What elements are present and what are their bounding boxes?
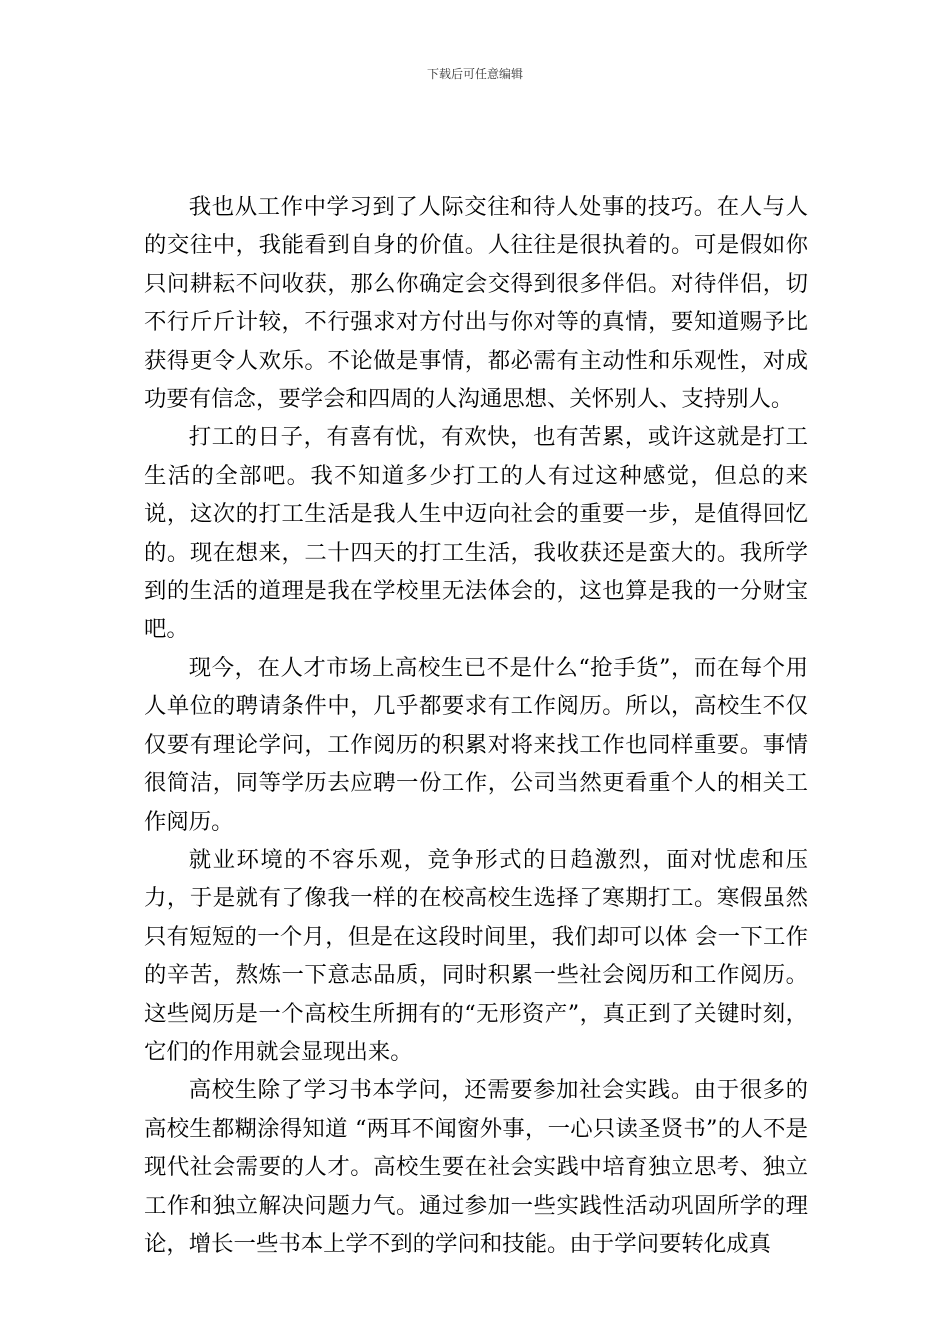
paragraph-1: 我也从工作中学习到了人际交往和待人处事的技巧。在人与人的交往中，我能看到自身的价值。人往往是很执着的。可是假如你只问耕耘不问收获，那么你确定会交得到很多伴侣。对待伴侣，切不行斤斤计较，不行强求对方付出与你对等的真情，要知道赐予比获得更令人欢乐。不论做是事情，都必需有主动性和乐观性，对成功要有信念，要学会和四周的人沟通思想、关怀别人、支持别人。: [144, 194, 808, 413]
paragraph-5: 高校生除了学习书本学问，还需要参加社会实践。由于很多的高校生都糊涂得知道 “两耳不闻窗外事，一心只读圣贤书”的人不是现代社会需要的人才。高校生要在社会实践中培育独立思考、独立工作和独立解决问题力气。通过参加一些实践性活动巩固所学的理论，增长一些书本上学不到的学问和技能。由于学问要转化成真: [144, 1077, 808, 1257]
paragraph-4: 就业环境的不容乐观，竞争形式的日趋激烈，面对忧虑和压力，于是就有了像我一样的在校高校生选择了寒期打工。寒假虽然只有短短的一个月，但是在这段时间里，我们却可以体 会一下工作的辛苦，熬炼一下意志品质，同时积累一些社会阅历和工作阅历。这些阅历是一个高校生所拥有的“无形资产”，真正到了关键时刻，它们的作用就会显现出来。: [144, 846, 808, 1065]
document-body: [144, 188, 808, 1263]
paragraph-2: 打工的日子，有喜有忧，有欢快，也有苦累，或许这就是打工生活的全部吧。我不知道多少打工的人有过这种感觉，但总的来说，这次的打工生活是我人生中迈向社会的重要一步，是值得回忆的。现在想来，二十四天的打工生活，我收获还是蛮大的。我所学到的生活的道理是我在学校里无法体会的，这也算是我的一分财宝吧。: [144, 424, 808, 643]
paragraph-3: 现今，在人才市场上高校生已不是什么“抢手货”，而在每个用人单位的聘请条件中，几乎都要求有工作阅历。所以，高校生不仅仅要有理论学问，工作阅历的积累对将来找工作也同样重要。事情很简洁，同等学历去应聘一份工作，公司当然更看重个人的相关工作阅历。: [144, 654, 808, 835]
page-header: 下载后可任意编辑: [426, 67, 523, 81]
